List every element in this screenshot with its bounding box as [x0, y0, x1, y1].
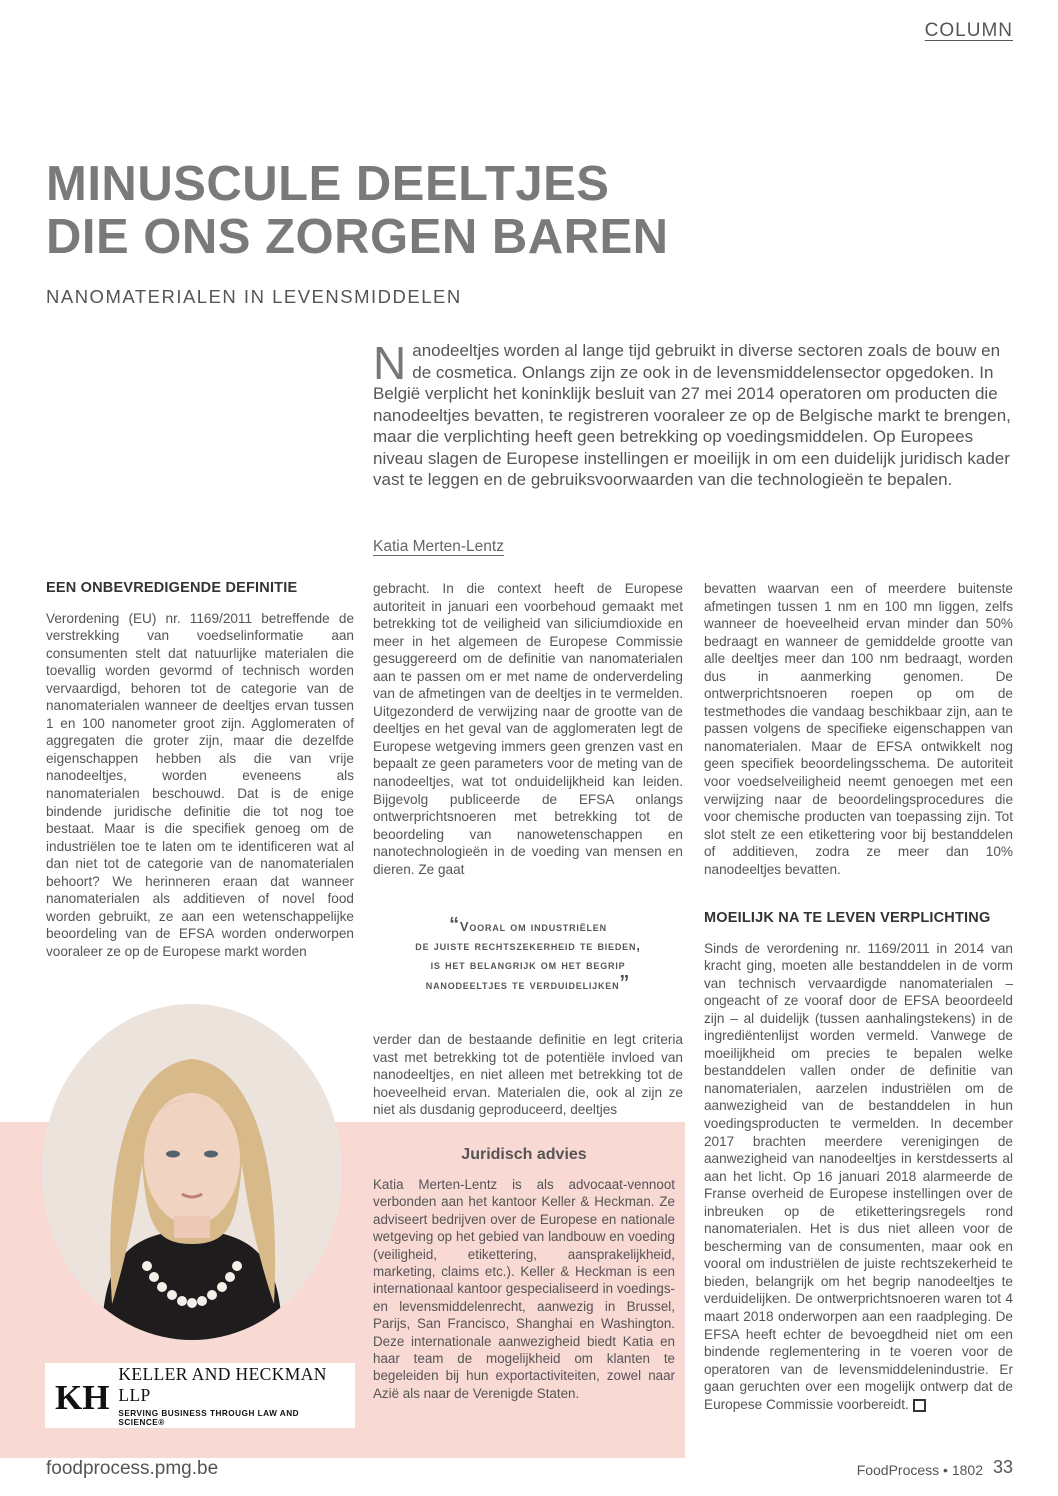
column-3-top	[704, 580, 1013, 878]
title-line-1: MINUSCULE DEELTJES	[46, 157, 610, 211]
article-title	[46, 158, 746, 264]
column-3-bottom	[704, 910, 1013, 1413]
drop-cap: N	[373, 337, 407, 389]
sidebar-box	[373, 1146, 675, 1402]
section-tag: COLUMN	[924, 20, 1013, 41]
quote-line-4: nanodeeltjes te verduidelijken	[425, 977, 620, 992]
title-line-2: DIE ONS ZORGEN BAREN	[46, 210, 669, 264]
quote-line-2: de juiste rechtszekerheid te bieden,	[415, 938, 641, 953]
lead-paragraph	[373, 337, 1013, 491]
page-number: 33	[992, 1457, 1013, 1477]
end-mark-icon	[913, 1399, 926, 1412]
section-heading-verplichting: MOEILIJK NA TE LEVEN VERPLICHTING	[704, 910, 991, 926]
column-2-top-text: gebracht. In die context heeft de Europese autoriteit in januari een voorbehoud gemaakt met betrekking tot de veiligheid van siliciumdioxide en meer in het algemeen de Europese Commissie gesuggereerd om de definitie van nanomaterialen aan te passen om er met name de onderverdeling van de afmetingen van de deeltjes in te vermelden. Uitgezonderd de verwijzing naar de grootte van de deeltjes en het geval van de agglomeraten legt de Europese wetgeving immers geen grenzen vast en bepaalt ze geen parameters voor de meting van de nanodeeltjes, wat tot onduidelijkheid kan leiden. Bijgevolg publiceerde de EFSA onlangs ontwerprichtsnoeren met betrekking tot de beoordeling van nanowetenschappen en nanotechnologieën in de voeding van mensen en dieren. Ze gaat	[373, 581, 683, 877]
logo-text	[118, 1364, 345, 1427]
sidebar-body: Katia Merten-Lentz is als advocaat-vennoot verbonden aan het kantoor Keller & Heckman. Ze adviseert bedrijven over de Europese en nationale wetgeving op het gebied van landbouw en voeding (veiligheid, etikettering, aansprakelijkheid, marketing, claims etc.). Keller & Heckman is een internationaal kantoor gespecialiseerd in voedings- en levensmiddelenrecht, aanwezig in Brussel, Parijs, San Francisco, Shanghai en Washington. Deze internationale aanwezigheid biedt Katia en haar team de mogelijkheid om klanten te begeleiden bij hun exportactiviteiten, zowel naar Azië als naar de Verenigde Staten.	[373, 1177, 675, 1401]
quote-close-mark: ”	[619, 972, 631, 994]
column-3-top-text: bevatten waarvan een of meerdere buitenste afmetingen tussen 1 nm en 100 mn liggen, zelfs wanneer de hoeveelheid ervan minder dan 50% bedraagt en wanneer de gemiddelde grootte van alle deeltjes meer dan 100 nm bedraagt, worden dus in aanmerking genomen. De ontwerprichtsnoeren roepen op om de testmethodes die vandaag beschikbaar zijn, aan te passen volgens de specifieke eigenschappen van nanomaterialen. Maar de EFSA ontwikkelt nog geen specifiek beoordelingsschema. De autoriteit voor voedselveiligheid neemt genoegen met een verwijzing naar de beoordelingsprocedures die voor chemische producten van toepassing zijn. Tot slot stelt ze een etikettering voor bij bestanddelen of additieven, zodra ze meer dan 10% nanodeeltjes bevatten.	[704, 581, 1013, 877]
lead-text: anodeeltjes worden al lange tijd gebruikt in diverse sectoren zoals de bouw en de cosmetica. Onlangs zijn ze ook in de levensmiddelensector opgedoken. In België verplicht het koninklijk besluit van 27 mei 2014 operatoren om producten die nanodeeltjes bevatten, te registreren vooraleer ze op de Belgische markt te brengen, maar die verplichting heeft geen betrekking op voedingsmiddelen. Op Europees niveau slagen de Europese instellingen er moeilijk in om een duidelijk juridisch kader vast te leggen en de gebruiksvoorwaarden van die technologieën te bepalen.	[373, 341, 1011, 489]
column-2-bottom-text: verder dan de bestaande definitie en legt criteria vast met betrekking tot de potentiële invloed van nanodeeltjes, en niet alleen met betrekking tot de hoeveelheid ervan. Materialen die, ook al zijn ze niet als dusdanig geproduceerd, deeltjes	[373, 1032, 683, 1118]
logo-tagline: SERVING BUSINESS THROUGH LAW AND SCIENCE®	[118, 1409, 300, 1427]
section-heading-definitie: EEN ONBEVREDIGENDE DEFINITIE	[46, 580, 298, 596]
pull-quote	[373, 916, 683, 994]
kh-monogram-icon	[55, 1376, 110, 1416]
quote-line-1: Vooral om industriëlen	[459, 919, 607, 934]
quote-open-mark: “	[449, 914, 460, 936]
quote-line-3: is het belangrijk om het begrip	[430, 957, 626, 972]
logo-firm-name: KELLER AND HECKMAN LLP	[118, 1364, 327, 1405]
column-2-bottom	[373, 1031, 683, 1119]
portrait-image	[42, 1004, 342, 1340]
footer-magazine-issue: FoodProcess • 1802	[856, 1462, 983, 1478]
column-1-text: Verordening (EU) nr. 1169/2011 betreffende de verstrekking van voedselinformatie aan consumenten stelt dat natuurlijke materialen die toevallig worden gevormd of technisch worden vervaardigd, behoren tot de categorie van de nanomaterialen wanneer de deeltjes ervan tussen 1 en 100 nanometer groot zijn. Agglomeraten of aggregaten die groter zijn, maar die dezelfde eigenschappen hebben als die van vrije nanodeeltjes, worden eveneens als nanomaterialen beschouwd. Dat is de enige bindende juridische definitie die tot nog toe bestaat. Maar is die specifiek genoeg om de industriëlen toe te laten om te identificeren wat al dan niet tot de categorie van de nanomaterialen behoort? We herinneren eraan dat wanneer nanomaterialen als additieven of novel food worden gebruikt, ze aan een wetenschappelijke beoordeling van de EFSA worden onderworpen vooraleer ze op de Europese markt worden	[46, 610, 354, 959]
logo-monogram: KH	[55, 1377, 110, 1416]
keller-heckman-logo	[45, 1363, 355, 1428]
column-1	[46, 580, 354, 960]
author-portrait	[42, 1004, 342, 1340]
author-byline: Katia Merten-Lentz	[373, 538, 504, 555]
column-3-bottom-text: Sinds de verordening nr. 1169/2011 in 2014 van kracht ging, moeten alle bestanddelen in de vorm van technisch vervaardigde nanomaterialen – ongeacht of ze vooraf door de EFSA beoordeeld zijn – al duidelijk (tussen aanhalingstekens) in de ingrediëntenlijst worden vermeld. Vanwege de moeilijkheid om precies te bepalen welke bestanddelen vallen onder de definitie van nanomaterialen, aarzelen industriëlen om de aanwezigheid van de bestanddelen in hun voedingsproducten te vermelden. In december 2017 brachten meerdere verenigingen de aanwezigheid van nanodeeltjes in kerstdesserts al aan het licht. Op 16 januari 2018 alarmeerde de Franse overheid de Europese instellingen over de inbreuken op de etiketteringsregels rond nanomaterialen. Het is dus niet alleen voor de bescherming van de consumenten, maar ook en vooral om industriëlen de juiste rechtszekerheid te bieden, belangrijk om het begrip nanodeeltjes te verduidelijken. De ontwerprichtsnoeren waren tot 4 maart 2018 onderworpen aan een raadpleging. De EFSA heeft echter de bevoegdheid niet om een bindende reglementering in te voeren voor de operatoren van de levensmiddelenindustrie. Er gaan geruchten over een mogelijk ontwerp dat de Europese Commissie voorbereidt.	[704, 940, 1013, 1412]
footer-website: foodprocess.pmg.be	[46, 1458, 219, 1479]
article-subtitle: NANOMATERIALEN IN LEVENSMIDDELEN	[46, 286, 462, 307]
column-3-bottom-paragraph	[704, 940, 1013, 1414]
sidebar-title: Juridisch advies	[461, 1146, 587, 1163]
column-2-top	[373, 580, 683, 878]
